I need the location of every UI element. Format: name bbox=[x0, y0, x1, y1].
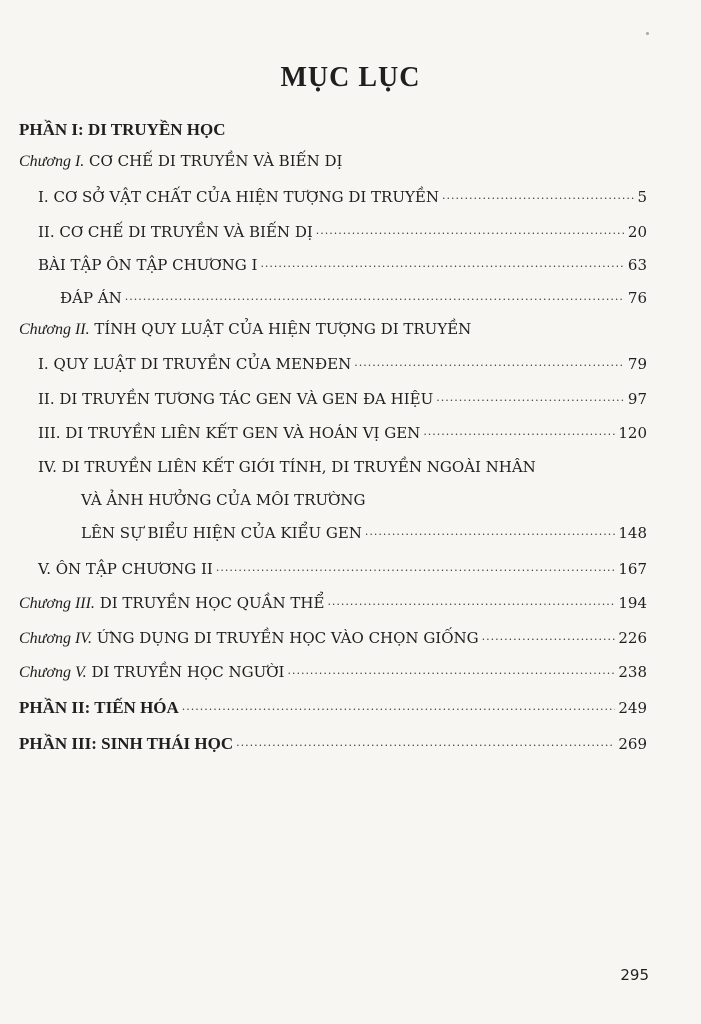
toc-entry-part-1 bbox=[19, 120, 226, 142]
dot-leader bbox=[354, 356, 625, 369]
dot-leader bbox=[327, 595, 615, 608]
toc-entry-chapter-5 bbox=[19, 663, 647, 685]
toc-entry bbox=[38, 355, 647, 377]
toc-page-number: 63 bbox=[627, 256, 647, 274]
toc-entry bbox=[60, 289, 647, 311]
page-title: MỤC LỤC bbox=[280, 62, 421, 93]
toc-entry-text: III. DI TRUYỀN LIÊN KẾT GEN VÀ HOÁN VỊ GEN bbox=[38, 424, 421, 442]
toc-entry-chapter-2 bbox=[19, 320, 471, 342]
toc-page-number: 5 bbox=[637, 188, 647, 206]
toc-entry-chapter-4 bbox=[19, 629, 647, 651]
toc-page-number: 194 bbox=[618, 594, 647, 612]
toc-entry-text: BÀI TẬP ÔN TẬP CHƯƠNG I bbox=[38, 256, 258, 274]
dot-leader bbox=[482, 630, 616, 643]
dot-leader bbox=[423, 425, 615, 438]
toc-entry-text: I. QUY LUẬT DI TRUYỀN CỦA MENĐEN bbox=[38, 355, 352, 373]
toc-entry-chapter-3 bbox=[19, 594, 647, 616]
toc-entry-continuation bbox=[81, 524, 647, 546]
toc-page-number: 76 bbox=[627, 289, 647, 307]
toc-entry-continuation bbox=[81, 491, 366, 513]
chapter-label: Chương III. bbox=[19, 595, 95, 612]
dot-leader bbox=[182, 700, 616, 713]
toc-entry-text: V. ÔN TẬP CHƯƠNG II bbox=[38, 560, 213, 578]
toc-entry-part-3 bbox=[19, 734, 647, 756]
dot-leader bbox=[436, 391, 625, 404]
toc-entry bbox=[38, 256, 647, 278]
toc-entry-text: II. CƠ CHẾ DI TRUYỀN VÀ BIẾN DỊ bbox=[38, 223, 313, 241]
dot-leader bbox=[287, 664, 615, 677]
chapter-label: Chương I. bbox=[19, 153, 85, 170]
toc-entry-text: ĐÁP ÁN bbox=[60, 289, 122, 307]
toc-entry-text: I. CƠ SỞ VẬT CHẤT CỦA HIỆN TƯỢNG DI TRUYỀN bbox=[38, 188, 439, 206]
toc-entry-text: II. DI TRUYỀN TƯƠNG TÁC GEN VÀ GEN ĐA HIỆU bbox=[38, 390, 434, 408]
toc-entry bbox=[38, 424, 647, 446]
toc-entry-text: IV. DI TRUYỀN LIÊN KẾT GIỚI TÍNH, DI TRUYỀN NGOÀI NHÂN bbox=[38, 458, 536, 476]
dot-leader bbox=[365, 525, 615, 538]
toc-entry-text: DI TRUYỀN HỌC NGƯỜI bbox=[91, 663, 285, 681]
chapter-label: Chương II. bbox=[19, 321, 90, 338]
toc-entry-text: LÊN SỰ BIỂU HIỆN CỦA KIỂU GEN bbox=[81, 524, 362, 542]
toc-entry bbox=[38, 458, 536, 480]
chapter-label: Chương V. bbox=[19, 664, 87, 681]
toc-page-number: 238 bbox=[618, 663, 647, 681]
scan-speck bbox=[646, 32, 649, 35]
toc-entry bbox=[38, 223, 647, 245]
toc-page-number: 167 bbox=[618, 560, 647, 578]
toc-entry-text: PHẦN III: SINH THÁI HỌC bbox=[19, 734, 234, 753]
toc-page-number: 148 bbox=[618, 524, 647, 542]
toc-page-number: 20 bbox=[627, 223, 647, 241]
dot-leader bbox=[236, 736, 615, 749]
toc-entry-chapter-1 bbox=[19, 152, 342, 174]
toc-page-number: 97 bbox=[627, 390, 647, 408]
dot-leader bbox=[125, 290, 625, 303]
toc-entry bbox=[38, 560, 647, 582]
dot-leader bbox=[442, 189, 634, 202]
toc-page-number: 79 bbox=[627, 355, 647, 373]
toc-page-number: 249 bbox=[618, 699, 647, 717]
toc-entry bbox=[38, 188, 647, 210]
toc-page-number: 226 bbox=[618, 629, 647, 647]
toc-entry-text: CƠ CHẾ DI TRUYỀN VÀ BIẾN DỊ bbox=[89, 152, 343, 170]
page-number: 295 bbox=[620, 966, 649, 984]
toc-entry-part-2 bbox=[19, 698, 647, 720]
toc-entry-text: PHẦN I: DI TRUYỀN HỌC bbox=[19, 120, 226, 139]
toc-entry-text: DI TRUYỀN HỌC QUẦN THỂ bbox=[99, 594, 325, 612]
toc-page-number: 269 bbox=[618, 735, 647, 753]
toc-page-number: 120 bbox=[618, 424, 647, 442]
toc-entry-text: TÍNH QUY LUẬT CỦA HIỆN TƯỢNG DI TRUYỀN bbox=[94, 320, 472, 338]
toc-entry-text: VÀ ẢNH HƯỞNG CỦA MÔI TRƯỜNG bbox=[81, 491, 366, 509]
chapter-label: Chương IV. bbox=[19, 630, 92, 647]
dot-leader bbox=[216, 561, 616, 574]
dot-leader bbox=[260, 257, 624, 270]
toc-entry-text: PHẦN II: TIẾN HÓA bbox=[19, 698, 179, 717]
dot-leader bbox=[316, 224, 625, 237]
toc-entry bbox=[38, 390, 647, 412]
toc-entry-text: ỨNG DỤNG DI TRUYỀN HỌC VÀO CHỌN GIỐNG bbox=[96, 629, 479, 647]
